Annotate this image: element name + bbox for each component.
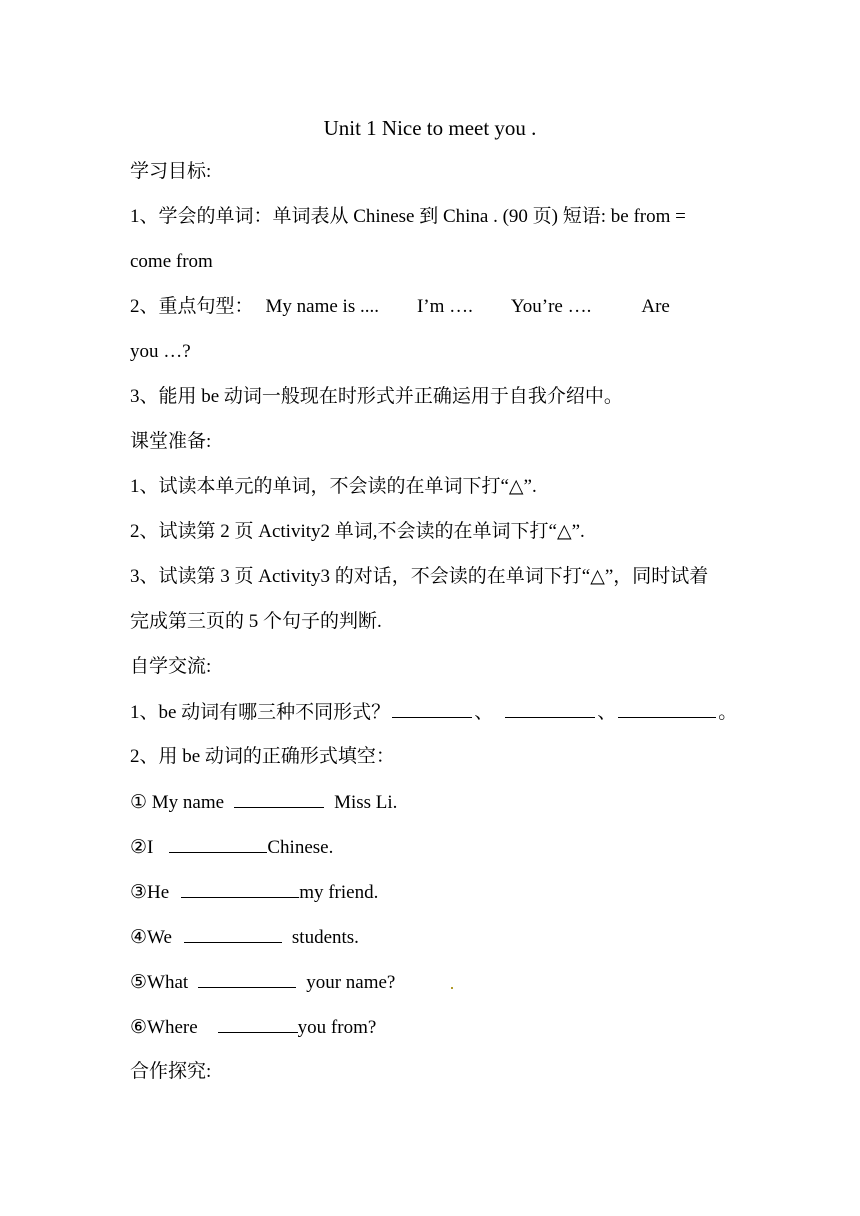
answer-blank[interactable] bbox=[392, 697, 472, 718]
exercise-2-suffix: Chinese. bbox=[267, 837, 334, 858]
answer-blank[interactable] bbox=[184, 922, 282, 943]
separator: 、 bbox=[597, 702, 617, 723]
exercise-6-prefix: ⑥Where bbox=[130, 1017, 198, 1038]
prep-item-1: 1、试读本单元的单词，不会读的在单词下打“△”. bbox=[130, 476, 537, 497]
exercise-3-prefix: ③He bbox=[130, 882, 170, 903]
exercise-1-prefix: ① My name bbox=[130, 792, 225, 813]
answer-blank[interactable] bbox=[234, 787, 324, 808]
exercise-4-prefix: ④We bbox=[130, 927, 172, 948]
cooperation-heading: 合作探究: bbox=[130, 1061, 212, 1082]
exercise-2-prefix: ②I bbox=[130, 837, 154, 858]
stray-mark bbox=[451, 987, 453, 989]
objective-2-label: 2、重点句型： bbox=[130, 296, 254, 317]
objective-2-pattern-1: My name is .... bbox=[265, 296, 379, 317]
exercise-3-suffix: my friend. bbox=[299, 882, 379, 903]
self-study-heading: 自学交流: bbox=[130, 656, 212, 677]
prep-item-3-line1: 3、试读第 3 页 Activity3 的对话，不会读的在单词下打“△”，同时试着 bbox=[130, 566, 709, 587]
answer-blank[interactable] bbox=[618, 697, 716, 718]
exercise-5-suffix: your name? bbox=[306, 972, 396, 993]
exercise-1-suffix: Miss Li. bbox=[334, 792, 398, 813]
exercise-2 bbox=[130, 832, 333, 862]
prep-heading: 课堂准备: bbox=[130, 431, 212, 452]
exercise-6 bbox=[130, 1012, 376, 1042]
objective-2-pattern-3: You’re …. bbox=[510, 296, 592, 317]
prep-item-3-line2: 完成第三页的 5 个句子的判断. bbox=[130, 611, 382, 632]
objective-2-line1 bbox=[130, 292, 670, 322]
exercise-5-prefix: ⑤What bbox=[130, 972, 189, 993]
self-study-item-1-text: 1、be 动词有哪三种不同形式？ bbox=[130, 702, 391, 723]
answer-blank[interactable] bbox=[198, 967, 296, 988]
exercise-1 bbox=[130, 787, 397, 817]
exercise-4-suffix: students. bbox=[291, 927, 359, 948]
self-study-item-1 bbox=[130, 697, 737, 727]
objective-1-line2: come from bbox=[130, 251, 213, 272]
answer-blank[interactable] bbox=[169, 832, 267, 853]
page-title: Unit 1 Nice to meet you . bbox=[323, 116, 537, 140]
exercise-3 bbox=[130, 877, 378, 907]
objective-2-pattern-4: Are bbox=[641, 296, 670, 317]
answer-blank[interactable] bbox=[505, 697, 595, 718]
objective-3: 3、能用 be 动词一般现在时形式并正确运用于自我介绍中。 bbox=[130, 386, 623, 407]
objective-1-line1: 1、学会的单词：单词表从 Chinese 到 China . (90 页) 短语: be from = bbox=[130, 206, 686, 227]
answer-blank[interactable] bbox=[218, 1012, 298, 1033]
sentence-end: 。 bbox=[718, 702, 738, 723]
exercise-4 bbox=[130, 922, 359, 952]
exercise-5 bbox=[130, 967, 395, 997]
self-study-item-2: 2、用 be 动词的正确形式填空： bbox=[130, 746, 395, 767]
prep-item-2: 2、试读第 2 页 Activity2 单词,不会读的在单词下打“△”. bbox=[130, 521, 585, 542]
exercise-6-suffix: you from? bbox=[297, 1017, 377, 1038]
separator: 、 bbox=[474, 702, 494, 723]
objective-2-line2: you …? bbox=[130, 341, 191, 362]
objectives-heading: 学习目标: bbox=[130, 161, 212, 182]
objective-2-pattern-2: I’m …. bbox=[416, 296, 473, 317]
answer-blank[interactable] bbox=[181, 877, 299, 898]
